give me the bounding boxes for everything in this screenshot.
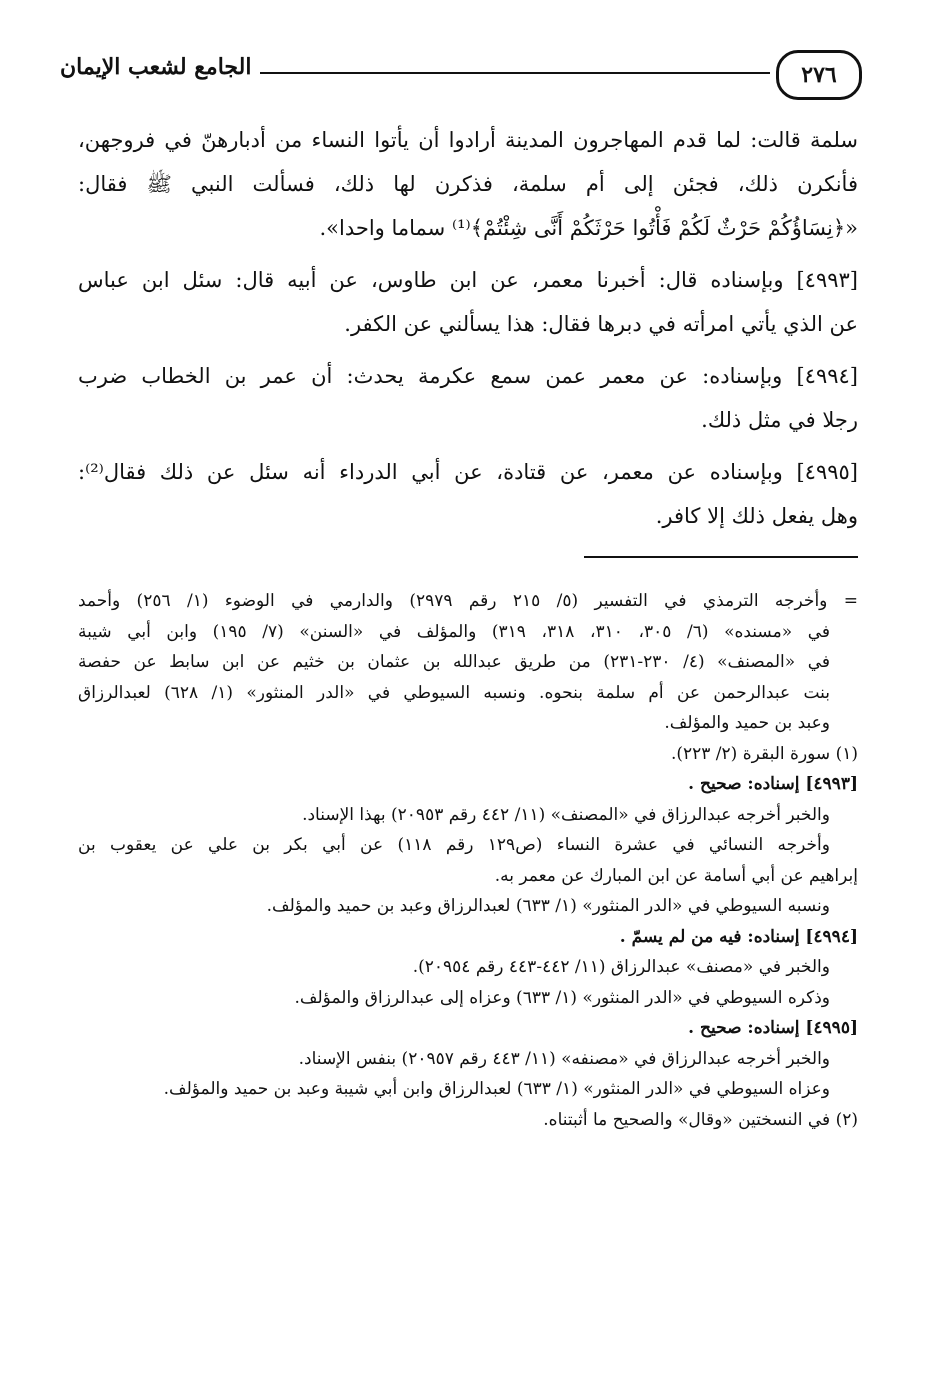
footnote-line: في «مسنده» (٦/ ٣٠٥، ٣١٠، ٣١٨، ٣١٩) والمؤلف في «السنن» (٧/ ١٩٥) وابن أبي شيبة — [78, 621, 830, 642]
paragraph — [78, 450, 858, 538]
footnote-line: بنت عبدالرحمن عن أم سلمة بنحوه. ونسبه السيوطي في «الدر المنثور» (١/ ٦٢٨) لعبدالرزاق — [78, 682, 830, 703]
footnote-line: [٤٩٩٥] إسناده: صحيح . — [688, 1018, 858, 1038]
paragraph — [78, 258, 858, 346]
text-line: رجلا في مثل ذلك. — [701, 408, 858, 432]
main-text — [78, 118, 858, 546]
footnote-line: والخبر أخرجه عبدالرزاق في «المصنف» (١١/ ٤٤٢ رقم ٢٠٩٥٣) بهذا الإسناد. — [302, 804, 830, 825]
page-header — [60, 46, 862, 106]
footnote-line: ونسبه السيوطي في «الدر المنثور» (١/ ٦٣٣) لعبدالرزاق وعبد بن حميد والمؤلف. — [266, 896, 830, 916]
text-line: «﴿نِسَاؤُكُمْ حَرْثٌ لَكُمْ فَأْتُوا حَرْثَكُمْ أَنَّى شِئْتُمْ﴾⁽¹⁾ سماما واحدا». — [319, 216, 858, 240]
running-title: الجامع لشعب الإيمان — [60, 54, 252, 80]
footnote-line: وعبد بن حميد والمؤلف. — [664, 713, 830, 733]
footnotes — [78, 586, 858, 1135]
footnote-line: = وأخرجه الترمذي في التفسير (٥/ ٢١٥ رقم ٢٩٧٩) والدارمي في الوضوء (١/ ٢٥٦) وأحمد — [78, 591, 858, 611]
text-line: فأنكرن ذلك، فجئن إلى أم سلمة، فذكرن لها ذلك، فسألت النبي ﷺ فقال: — [78, 172, 858, 196]
footnote-line: والخبر في «مصنف» عبدالرزاق (١١/ ٤٤٢-٤٤٣ رقم ٢٠٩٥٤). — [412, 957, 830, 977]
paragraph — [78, 118, 858, 250]
paragraph — [78, 354, 858, 442]
text-line: عن الذي يأتي امرأته في دبرها فقال: هذا يسألني عن الكفر. — [344, 312, 858, 336]
text-line: [٤٩٩٤] وبإسناده: عن معمر عمن سمع عكرمة يحدث: أن عمر بن الخطاب ضرب — [78, 364, 858, 388]
text-line: سلمة قالت: لما قدم المهاجرون المدينة أرادوا أن يأتوا النساء من أدبارهنّ في فروجهن، — [78, 128, 858, 152]
footnote-line: [٤٩٩٤] إسناده: فيه من لم يسمّ . — [619, 926, 858, 947]
footnote-separator — [584, 556, 858, 558]
footnote-line: وعزاه السيوطي في «الدر المنثور» (١/ ٦٣٣) لعبدالرزاق وابن أبي شيبة وعبد بن حميد والمؤلف. — [163, 1079, 830, 1099]
page-number: ٢٧٦ — [776, 50, 862, 100]
footnote-line: والخبر أخرجه عبدالرزاق في «مصنفه» (١١/ ٤٤٣ رقم ٢٠٩٥٧) بنفس الإسناد. — [298, 1048, 830, 1069]
footnote-line: (٢) في النسختين «وقال» والصحيح ما أثبتناه. — [543, 1109, 858, 1130]
footnote-line: وأخرجه النسائي في عشرة النساء (ص١٢٩ رقم ١١٨) عن أبي بكر بن علي عن يعقوب بن — [78, 835, 830, 855]
text-line: [٤٩٩٣] وبإسناده قال: أخبرنا معمر، عن ابن طاوس، عن أبيه قال: سئل ابن عباس — [78, 268, 858, 292]
text-line: [٤٩٩٥] وبإسناده عن معمر، عن قتادة، عن أبي الدرداء أنه سئل عن ذلك فقال⁽²⁾: — [78, 460, 858, 484]
footnote-line: (١) سورة البقرة (٢/ ٢٢٣). — [670, 743, 858, 764]
header-rule — [260, 72, 770, 74]
text-line: وهل يفعل ذلك إلا كافر. — [655, 504, 858, 528]
footnote-line: وذكره السيوطي في «الدر المنثور» (١/ ٦٣٣) وعزاه إلى عبدالرزاق والمؤلف. — [294, 987, 830, 1008]
footnote-line: [٤٩٩٣] إسناده: صحيح . — [688, 774, 858, 794]
footnote-line: في «المصنف» (٤/ ٢٣٠-٢٣١) من طريق عبدالله بن عثمان بن خثيم عن ابن سابط عن حفصة — [78, 652, 830, 672]
footnote-line: إبراهيم عن أبي أسامة عن ابن المبارك عن معمر به. — [494, 865, 858, 886]
